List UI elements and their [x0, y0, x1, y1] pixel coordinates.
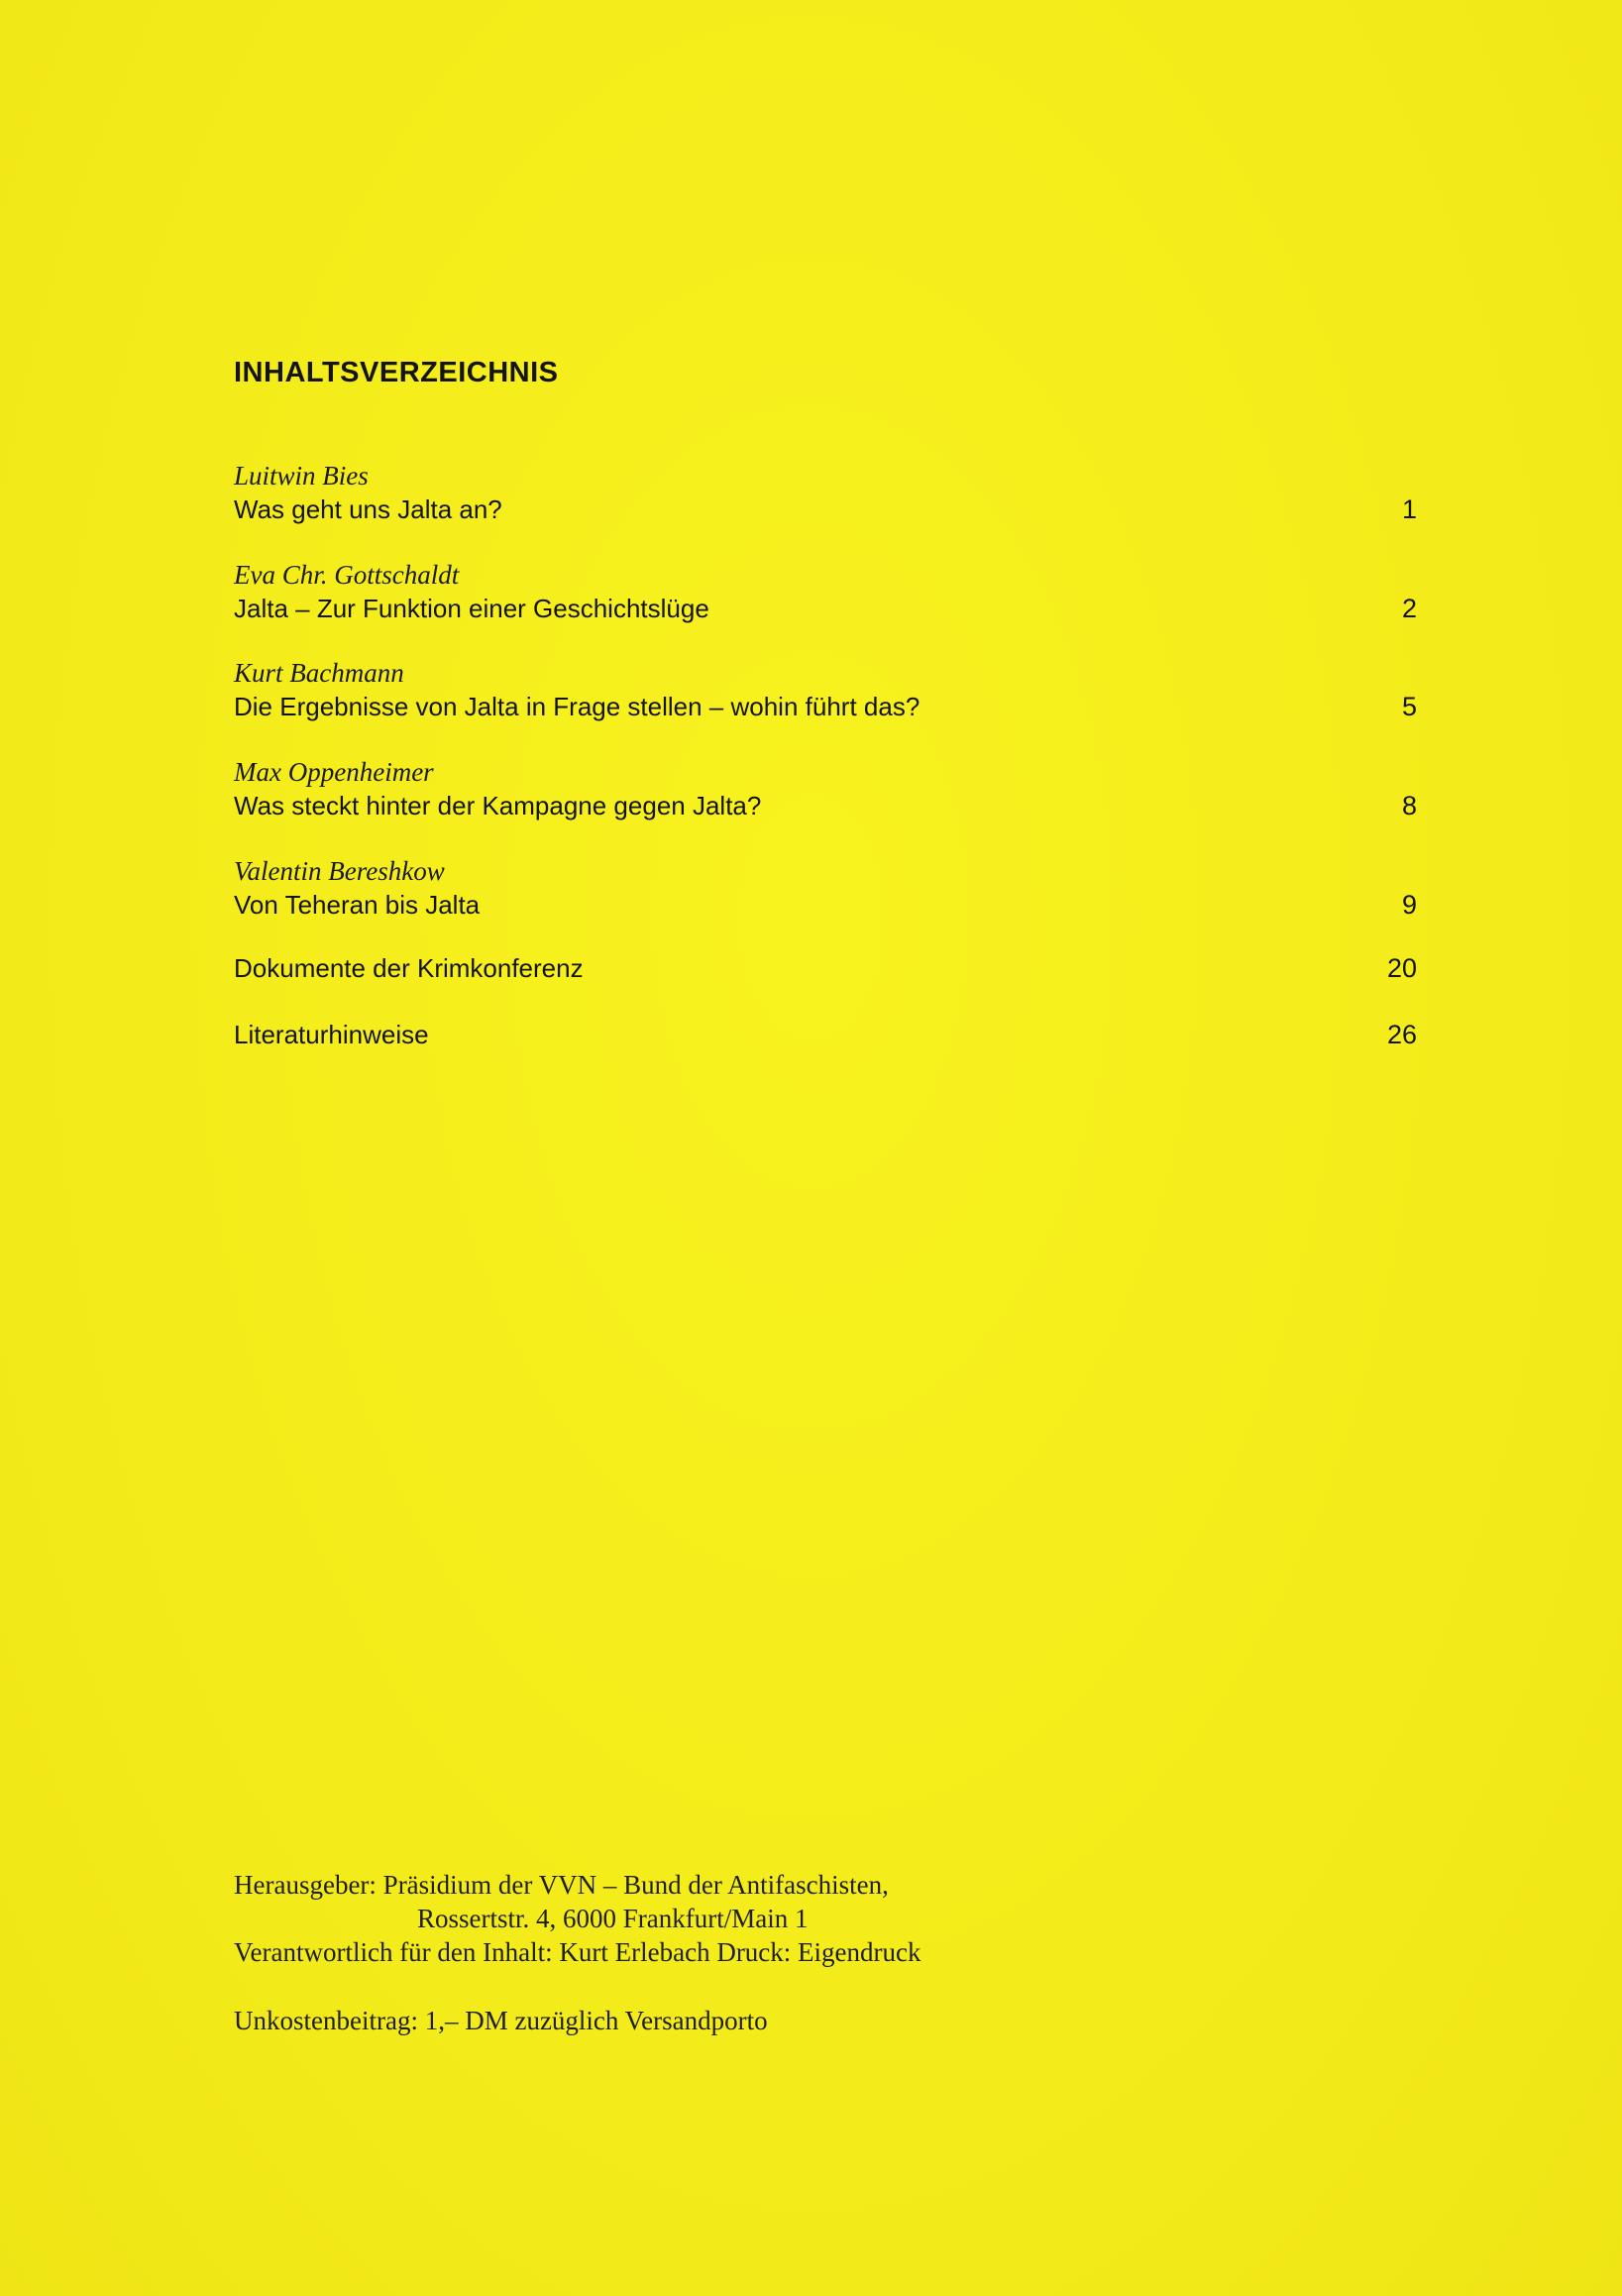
toc-entry-page: 9: [1401, 890, 1417, 920]
toc-entry-author: Luitwin Bies: [234, 461, 369, 491]
toc-entry-title: Dokumente der Krimkonferenz: [234, 953, 584, 983]
toc-entry: [234, 1018, 1417, 1051]
toc-entry-author: Valentin Bereshkow: [234, 856, 445, 886]
imprint-fee: Unkostenbeitrag: 1,– DM zuzüglich Versandporto: [234, 2006, 768, 2035]
toc-entry-author: Kurt Bachmann: [234, 658, 404, 688]
toc-entry-page: 26: [1386, 1020, 1417, 1049]
imprint-responsible: Verantwortlich für den Inhalt: Kurt Erlebach Druck: Eigendruck: [234, 1937, 921, 1967]
toc-entry-title: Von Teheran bis Jalta: [234, 890, 481, 920]
toc-entry: [234, 755, 1417, 822]
toc-entry-title: Was steckt hinter der Kampagne gegen Jalta?: [234, 791, 762, 820]
toc-entry-page: 8: [1401, 791, 1417, 820]
toc-entry: [234, 459, 1417, 526]
toc-entry-author: Eva Chr. Gottschaldt: [234, 560, 460, 590]
toc-heading: INHALTSVERZEICHNIS: [234, 357, 559, 388]
toc-entry-page: 5: [1401, 692, 1417, 721]
toc-entry: [234, 951, 1417, 985]
imprint-publisher: Herausgeber: Präsidium der VVN – Bund der Antifaschisten,: [234, 1870, 889, 1900]
toc-entry-page: 20: [1386, 953, 1417, 983]
toc-entry-title: Was geht uns Jalta an?: [234, 494, 502, 524]
toc-entry: [234, 854, 1417, 922]
toc-entry: [234, 656, 1417, 723]
toc-entry-title: Literaturhinweise: [234, 1020, 429, 1049]
toc-entry-page: 1: [1401, 494, 1417, 524]
toc-entry: [234, 558, 1417, 625]
toc-entry-page: 2: [1401, 594, 1417, 623]
imprint-address: Rossertstr. 4, 6000 Frankfurt/Main 1: [417, 1904, 809, 1933]
toc-entry-title: Jalta – Zur Funktion einer Geschichtslüge: [234, 594, 709, 623]
toc-entry-title: Die Ergebnisse von Jalta in Frage stellen – wohin führt das?: [234, 692, 920, 721]
imprint: [234, 1868, 921, 1969]
toc-entry-author: Max Oppenheimer: [234, 757, 434, 787]
